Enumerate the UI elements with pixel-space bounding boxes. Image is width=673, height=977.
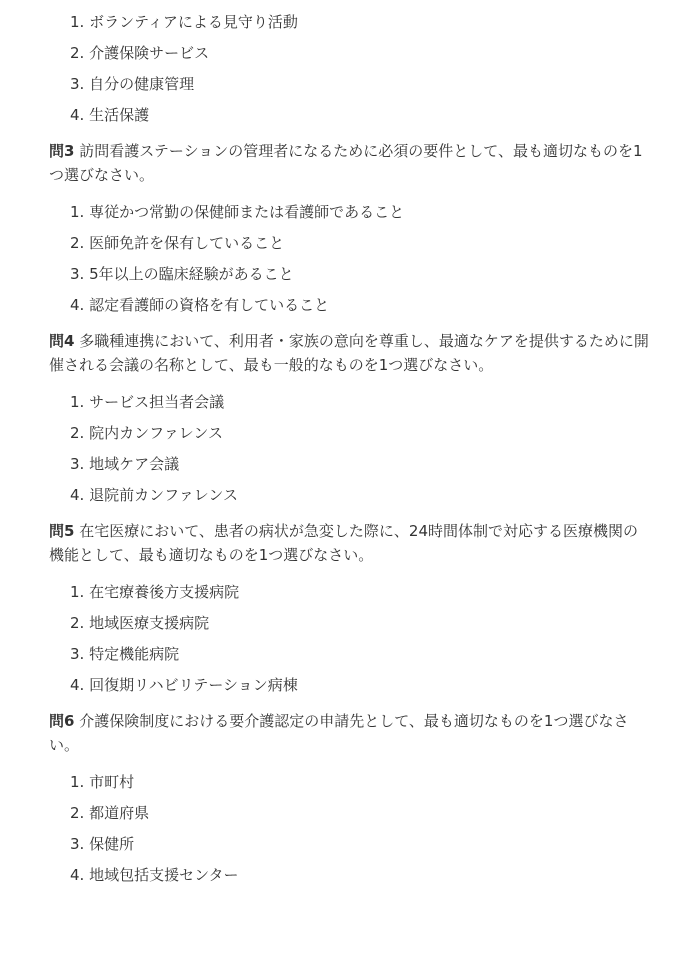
- question-text: 訪問看護ステーションの管理者になるために必須の要件として、最も適切なものを1つ選びなさい。: [49, 142, 643, 184]
- question-4: [49, 329, 649, 377]
- option: 2. 医師免許を保有していること: [70, 234, 285, 252]
- question-5: [49, 519, 649, 567]
- question-3: [49, 139, 649, 187]
- option: 1. 市町村: [70, 773, 135, 791]
- option: 1. サービス担当者会議: [70, 393, 225, 411]
- option: 3. 地域ケア会議: [70, 455, 180, 473]
- question-3-options: [49, 197, 649, 321]
- option: 2. 地域医療支援病院: [70, 614, 210, 632]
- option: 3. 特定機能病院: [70, 645, 180, 663]
- option: 1. 在宅療養後方支援病院: [70, 583, 240, 601]
- question-2-options: [49, 7, 649, 131]
- question-4-options: [49, 387, 649, 511]
- question-text: 多職種連携において、利用者・家族の意向を尊重し、最適なケアを提供するために開催される会議の名称として、最も一般的なものを1つ選びなさい。: [49, 332, 649, 374]
- option: 4. 回復期リハビリテーション病棟: [70, 676, 298, 694]
- question-number: 問4: [49, 332, 75, 350]
- question-text: 在宅医療において、患者の病状が急変した際に、24時間体制で対応する医療機関の機能として、最も適切なものを1つ選びなさい。: [49, 522, 638, 564]
- option: 4. 認定看護師の資格を有していること: [70, 296, 330, 314]
- question-number: 問6: [49, 712, 75, 730]
- question-number: 問3: [49, 142, 75, 160]
- question-number: 問5: [49, 522, 75, 540]
- option: 1. ボランティアによる見守り活動: [70, 13, 298, 31]
- document-page: [0, 7, 673, 977]
- option: 2. 院内カンファレンス: [70, 424, 223, 442]
- question-5-options: [49, 577, 649, 701]
- question-6-options: [49, 767, 649, 891]
- option: 2. 都道府県: [70, 804, 150, 822]
- option: 3. 自分の健康管理: [70, 75, 195, 93]
- option: 1. 専従かつ常勤の保健師または看護師であること: [70, 203, 405, 221]
- question-text: 介護保険制度における要介護認定の申請先として、最も適切なものを1つ選びなさい。: [49, 712, 629, 754]
- option: 4. 生活保護: [70, 106, 150, 124]
- option: 4. 地域包括支援センター: [70, 866, 239, 884]
- option: 3. 5年以上の臨床経験があること: [70, 265, 294, 283]
- option: 3. 保健所: [70, 835, 135, 853]
- option: 2. 介護保険サービス: [70, 44, 210, 62]
- option: 4. 退院前カンファレンス: [70, 486, 238, 504]
- question-6: [49, 709, 649, 757]
